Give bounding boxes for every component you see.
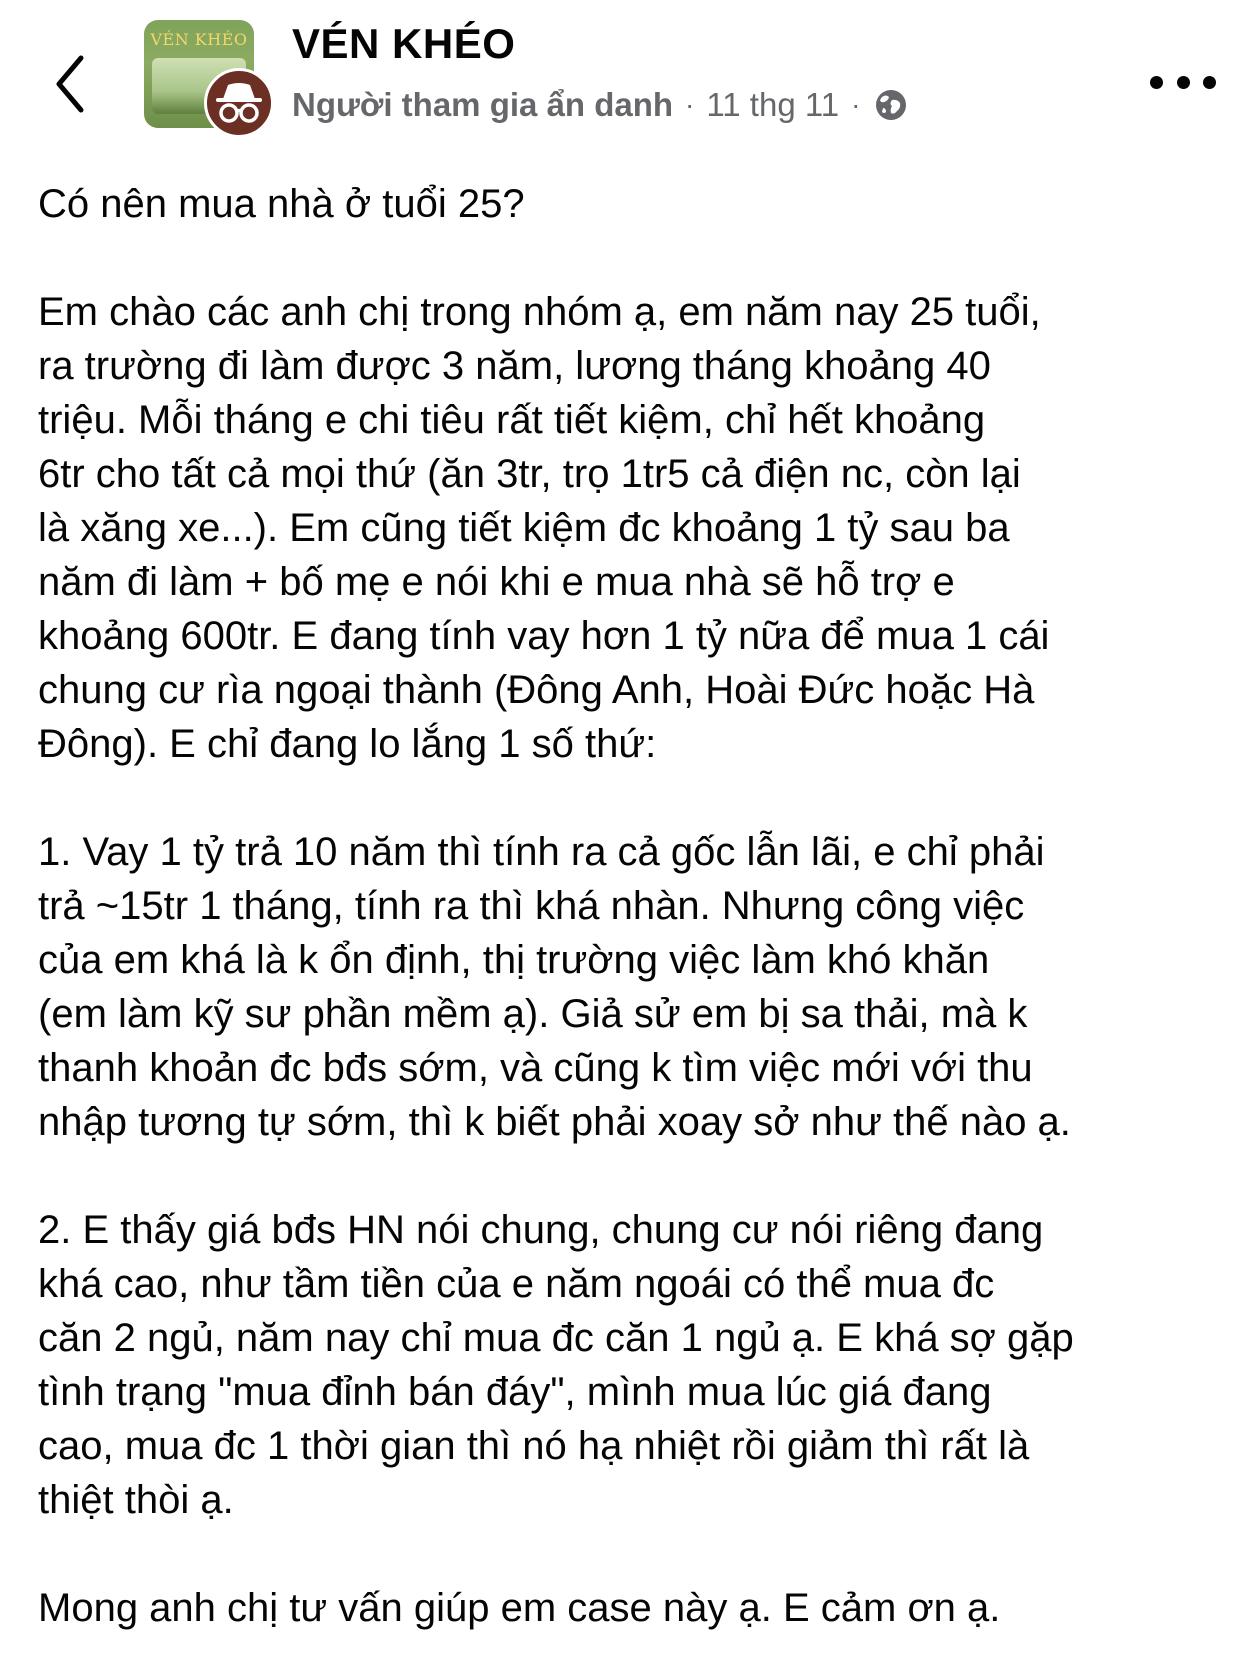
more-options-button[interactable] xyxy=(1150,62,1216,102)
more-horizontal-icon-dot xyxy=(1150,76,1163,89)
anonymous-avatar[interactable] xyxy=(204,68,274,138)
meta-separator: · xyxy=(851,89,861,120)
post-paragraph-closing: Mong anh chị tư vấn giúp em case này ạ. E cảm ơn ạ. xyxy=(38,1586,1001,1630)
paragraph-gap xyxy=(38,231,1228,285)
post-paragraph-point-2: 2. E thấy giá bđs HN nói chung, chung cư nói riêng đang khá cao, như tầm tiền của e năm ngoái có thể mua đc căn 2 ngủ, năm nay chỉ mua đc căn 1 ngủ ạ. E khá sợ gặp tình trạng "mua đỉnh bán đáy", mình mua lúc giá đang cao, mua đc 1 thời gian thì nó hạ nhiệt rồi giảm thì rất là thiệt thòi ạ. xyxy=(38,1208,1074,1522)
post-paragraph-intro: Em chào các anh chị trong nhóm ạ, em năm nay 25 tuổi, ra trường đi làm được 3 năm, lương tháng khoảng 40 triệu. Mỗi tháng e chi tiêu rất tiết kiệm, chỉ hết khoảng 6tr cho tất cả mọi thứ (ăn 3tr, trọ 1tr5 cả điện nc, còn lại là xăng xe...). Em cũng tiết kiệm đc khoảng 1 tỷ sau ba năm đi làm + bố mẹ e nói khi e mua nhà sẽ hỗ trợ e khoảng 600tr. E đang tính vay hơn 1 tỷ nữa để mua 1 cái chung cư rìa ngoại thành (Đông Anh, Hoài Đức hoặc Hà Đông). E chỉ đang lo lắng 1 số thứ: xyxy=(38,290,1050,766)
paragraph-gap xyxy=(38,1527,1228,1581)
incognito-icon xyxy=(213,81,265,125)
group-logo-text: VÉN KHÉO xyxy=(150,30,248,49)
post-meta xyxy=(292,82,908,128)
globe-icon xyxy=(874,88,908,122)
group-name[interactable]: VÉN KHÉO xyxy=(292,20,516,67)
paragraph-gap xyxy=(38,1149,1228,1203)
author-name[interactable]: Người tham gia ẩn danh xyxy=(292,86,674,123)
paragraph-gap xyxy=(38,771,1228,825)
more-horizontal-icon-dot xyxy=(1203,76,1216,89)
post-header xyxy=(0,0,1242,150)
avatar-stack[interactable] xyxy=(144,20,276,132)
post-body xyxy=(38,177,1228,1635)
post-date[interactable]: 11 thg 11 xyxy=(706,86,840,123)
chevron-left-icon xyxy=(53,54,87,114)
post-paragraph-point-1: 1. Vay 1 tỷ trả 10 năm thì tính ra cả gốc lẫn lãi, e chỉ phải trả ~15tr 1 tháng, tính ra thì khá nhàn. Nhưng công việc của em khá là k ổn định, thị trường việc làm khó khăn (em làm kỹ sư phần mềm ạ). Giả sử em bị sa thải, mà k thanh khoản đc bđs sớm, và cũng k tìm việc mới với thu nhập tương tự sớm, thì k biết phải xoay sở như thế nào ạ. xyxy=(38,830,1071,1144)
more-horizontal-icon-dot xyxy=(1177,76,1190,89)
meta-separator: · xyxy=(685,89,695,120)
post-title: Có nên mua nhà ở tuổi 25? xyxy=(38,182,525,226)
back-button[interactable] xyxy=(44,48,96,120)
